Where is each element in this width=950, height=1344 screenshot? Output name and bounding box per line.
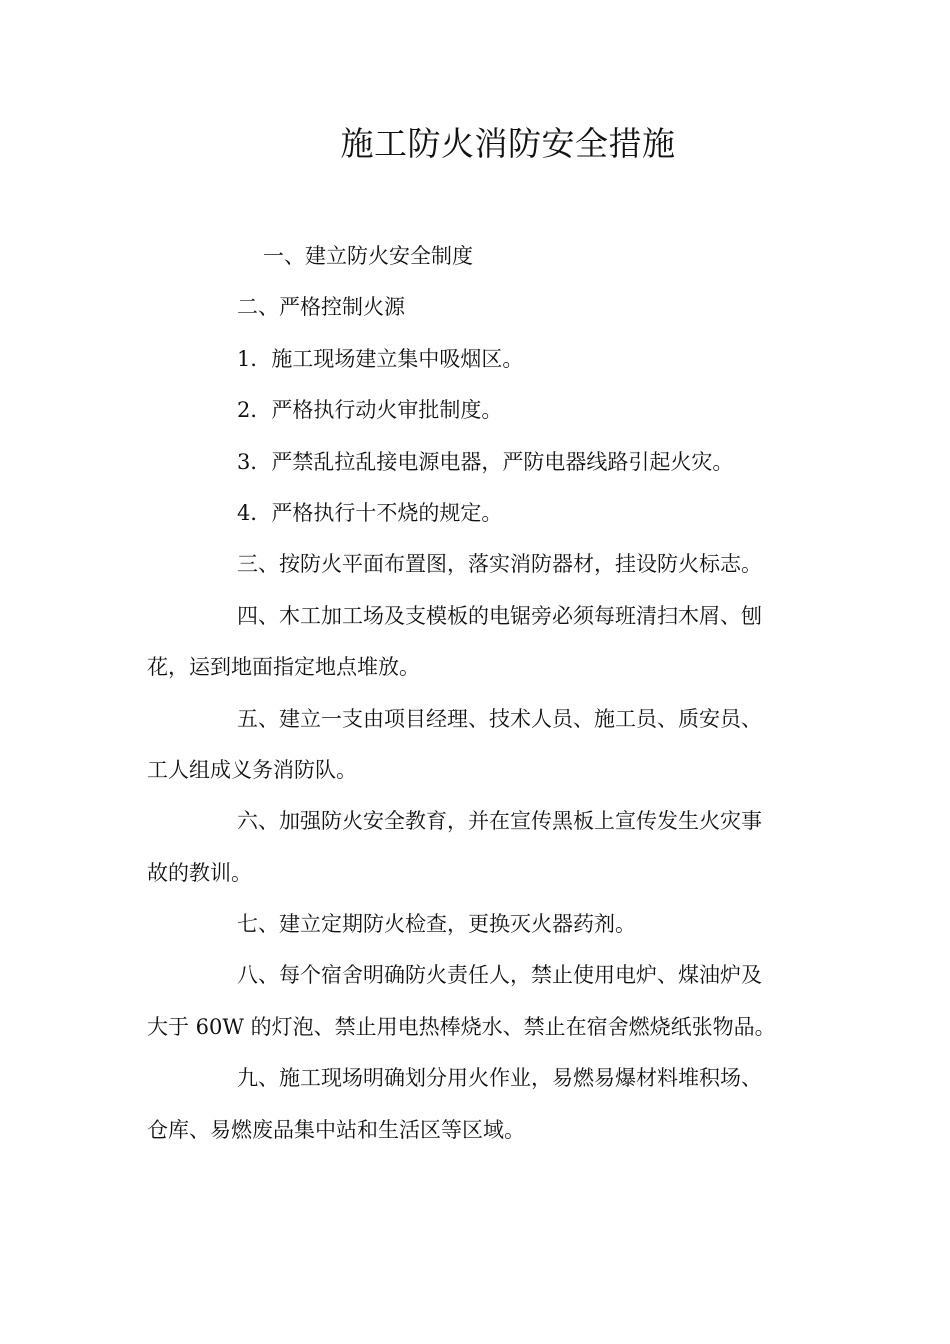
- paragraph-line: 四、木工加工场及支模板的电锯旁必须每班清扫木屑、刨: [237, 603, 762, 628]
- paragraph-line: 2．严格执行动火审批制度。: [237, 398, 503, 423]
- paragraph-6: [147, 501, 807, 526]
- paragraph-13: [147, 1066, 807, 1142]
- paragraph-11: [147, 912, 807, 937]
- document-title: 施工防火消防安全措施: [340, 124, 676, 163]
- paragraph-line: 八、每个宿舍明确防火责任人，禁止使用电炉、煤油炉及: [237, 963, 762, 988]
- paragraph-line: 六、加强防火安全教育，并在宣传黑板上宣传发生火灾事: [237, 809, 762, 834]
- paragraph-line: 花，运到地面指定地点堆放。: [147, 655, 420, 680]
- paragraph-line: 五、建立一支由项目经理、技术人员、施工员、质安员、: [237, 706, 762, 731]
- paragraph-line: 工人组成义务消防队。: [147, 757, 357, 782]
- paragraph-2: [147, 295, 807, 320]
- paragraph-1: [147, 244, 807, 269]
- paragraph-9: [147, 707, 807, 783]
- paragraph-7: [147, 552, 807, 577]
- paragraph-line: 大于 60W 的灯泡、禁止用电热棒烧水、禁止在宿舍燃烧纸张物品。: [147, 1014, 776, 1039]
- paragraph-line: 九、施工现场明确划分用火作业，易燃易爆材料堆积场、: [237, 1066, 762, 1091]
- paragraph-12: [147, 963, 807, 1039]
- paragraph-line: 七、建立定期防火检查，更换灭火器药剂。: [237, 912, 636, 937]
- paragraph-line: 4．严格执行十不烧的规定。: [237, 500, 503, 525]
- paragraph-line: 三、按防火平面布置图，落实消防器材，挂设防火标志。: [237, 552, 762, 577]
- paragraph-10: [147, 809, 807, 885]
- paragraph-line: 故的教训。: [147, 860, 252, 885]
- document-body: [147, 244, 807, 1169]
- paragraph-line: 仓库、易燃废品集中站和生活区等区域。: [147, 1117, 525, 1142]
- paragraph-8: [147, 604, 807, 680]
- paragraph-line: 1．施工现场建立集中吸烟区。: [237, 346, 524, 371]
- paragraph-line: 二、严格控制火源: [237, 295, 405, 320]
- paragraph-5: [147, 450, 807, 475]
- paragraph-line: 一、建立防火安全制度: [263, 244, 473, 268]
- paragraph-4: [147, 398, 807, 423]
- paragraph-line: 3．严禁乱拉乱接电源电器，严防电器线路引起火灾。: [237, 449, 734, 474]
- paragraph-3: [147, 347, 807, 372]
